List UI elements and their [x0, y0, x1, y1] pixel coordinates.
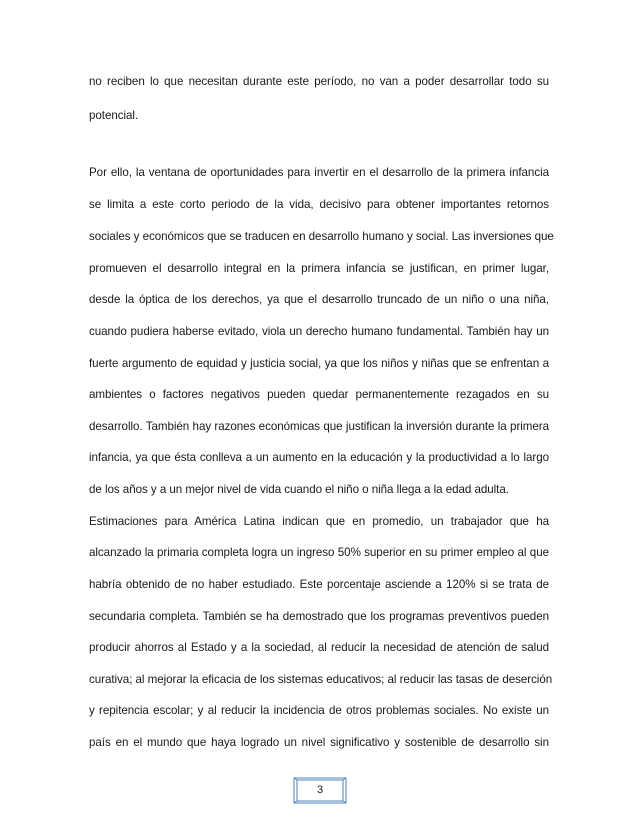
text-line: y repitencia escolar; y al reducir la incidencia de otros problemas sociales. No existe un: [89, 704, 549, 717]
text-line: Estimaciones para América Latina indican que en promedio, un trabajador que ha: [89, 515, 549, 528]
text-line: ambientes o factores negativos pueden quedar permanentemente rezagados en su: [89, 388, 549, 401]
text-line: potencial.: [89, 109, 139, 122]
text-line: desde la óptica de los derechos, ya que el desarrollo truncado de un niño o una niña,: [89, 293, 549, 306]
text-line: desarrollo. También hay razones económicas que justifican la inversión durante la primera: [89, 420, 549, 433]
text-line: sociales y económicos que se traducen en desarrollo humano y social. Las inversiones que: [89, 230, 554, 243]
text-line: de los años y a un mejor nivel de vida cuando el niño o niña llega a la edad adulta.: [89, 483, 509, 496]
text-line: país en el mundo que haya logrado un nivel significativo y sostenible de desarrollo sin: [89, 736, 549, 749]
text-line: se limita a este corto periodo de la vida, decisivo para obtener importantes retornos: [89, 198, 549, 211]
text-line: infancia, ya que ésta conlleva a un aumento en la educación y la productividad a lo largo: [89, 451, 549, 464]
text-line: fuerte argumento de equidad y justicia social, ya que los niños y niñas que se enfrentan a: [89, 357, 549, 370]
text-line: Por ello, la ventana de oportunidades para invertir en el desarrollo de la primera infancia: [89, 166, 549, 179]
text-line: cuando pudiera haberse evitado, viola un derecho humano fundamental. También hay un: [89, 325, 549, 338]
text-line: no reciben lo que necesitan durante este período, no van a poder desarrollar todo su: [89, 75, 549, 88]
text-line: producir ahorros al Estado y a la sociedad, al reducir la necesidad de atención de salud: [89, 641, 549, 654]
text-line: habría obtenido de no haber estudiado. Este porcentaje asciende a 120% si se trata de: [89, 578, 549, 591]
text-line: secundaria completa. También se ha demostrado que los programas preventivos pueden: [89, 610, 549, 623]
page-number-box: [292, 777, 348, 804]
text-line: curativa; al mejorar la eficacia de los sistemas educativos; al reducir las tasas de deserción: [89, 673, 553, 686]
text-line: promueven el desarrollo integral en la primera infancia se justifican, en primer lugar,: [89, 262, 549, 275]
text-line: alcanzado la primaria completa logra un ingreso 50% superior en su primer empleo al que: [89, 546, 549, 559]
page-number: 3: [316, 784, 324, 796]
